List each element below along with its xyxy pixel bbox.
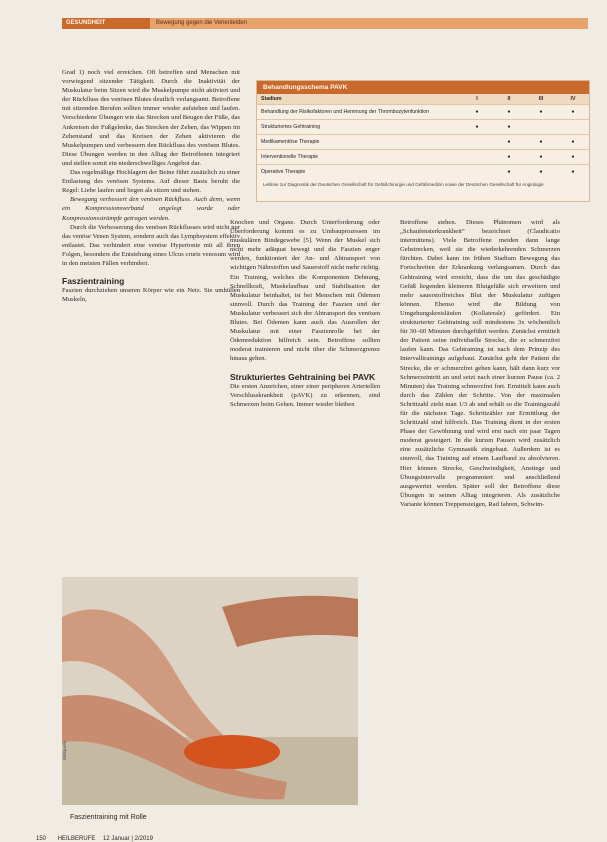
column-2 [230,218,380,409]
table-header: II [493,94,525,105]
mark [461,165,493,180]
mark: ● [461,120,493,135]
paragraph: Bewegung verbessert den venösen Rückfluss. Auch denn, wenn ein Kompressionsverband angelegt wurde oder Kompressionsstrümpfe getragen werden. [62,196,240,222]
table-header: IV [557,94,589,105]
mark: ● [493,105,525,120]
table-title: Behandlungsschema PAVK [257,81,589,94]
photo-fascia-roll [62,577,358,805]
mark: ● [557,135,589,150]
table-row [257,150,589,165]
paragraph: Durch die Verbesserung des venösen Rückflusses wird nicht nur das venöse Venen System, sondern auch das Lymphsystem effektiv entlastet. Das verhindert eine venöse Hypertonie mit all ihren Folgen, besonders die Entstehung eines Ulcus cruris venosum wird in den meisten Fällen verhindert. [62,223,240,267]
mark [461,150,493,165]
table-row [257,135,589,150]
row-label: Interventionelle Therapie [257,150,461,165]
treatment-table [257,94,589,179]
row-label: Behandlung der Risikofaktoren und Hemmung der Thrombozytenfunktion [257,105,461,120]
issue-info: 12 Januar | 2/2019 [103,836,153,842]
page-footer [36,836,153,842]
mark: ● [461,105,493,120]
mark: ● [525,135,557,150]
heading-faszientraining: Faszientraining [62,276,125,287]
mark: ● [557,150,589,165]
mark: ● [525,150,557,165]
mark: ● [493,150,525,165]
paragraph: Faszien durchziehen unseren Körper wie ein Netz. Sie umhüllen Muskeln, [62,287,240,304]
heading-gehtraining: Strukturiertes Gehtraining bei PAVK [230,371,376,382]
mark [557,120,589,135]
paragraph: Grad 1) noch viel erreichen. Oft betreffen sind Menschen mit vorwiegend sitzender Tätigkeit. Durch die Inaktivität der Muskulatur beim Sitzen wird die Muskelpumpe nicht aktiviert und der Rückfluss des venösen Blutes deutlich verlangsamt. Betroffene mit sitzenden Berufen sollten immer wieder aufstehen und laufen. Verschiedene Übungen wie das Strecken und Beugen der Füße, das Ankreisen der Fußgelenke, das Strecken der Zehen, das Wippen im Zehenstand und das Kreisen der Zehen aktivieren die Muskelpumpen und verbessern den Rückfluss des venösen Blutes. Diese Übungen werden in den Alltag der Betroffenen integriert und stellen somit ein niederschwelliges Angebot dar. [62,69,240,167]
mark: ● [525,165,557,180]
table-row [257,165,589,180]
table-row [257,120,589,135]
paragraph: Betroffene stehen. Dieses Phänomen wird als „Schaufensterkrankheit“ bezeichnet (Claudicatio intermittens). Viele Betroffene meiden dann lange Gehstrecken, weil sie die wiederkehrenden Schmerzen fürchten. Dabei kann im frühen Stadium Bewegung das Fortschreiten der Erkrankung verlangsamen. Durch das Gehtraining wird erreicht, dass die um das geschädigte Gefäß liegenden kleineren Blutgefäße sich erweitern und mehr sauerstoffreiches Blut der Muskulatur zufügen können. Ebenso wird die Bildung von Umgehungskreisläufen (Kollaterale) gefördert. Ein strukturierter Gehtraining soll mindestens 3x wöchentlich für 30–60 Minuten durchgeführt werden. Zunächst ermittelt der Patient seine individuelle Strecke, die er schmerzfrei laufen kann. Das Gehtraining ist nach dem Prinzip des Intervalltrainings aufgebaut. Zunächst geht der Patient die Strecke, die er schmerzfrei gehen kann, hält dann kurz vor Schmerzeintritt an und setzt nach einer kurzen Pause (ca. 2 Minuten) das Training schmerzfrei fort. Ermittelt kann auch durch das Zählen der Schritte. Von der maximalen Schrittzahl zieht man 1/3 ab und erhält so die Trainingszahl für die nächsten Tage. Schrittzähler zur Ermittlung der Schrittzahl sind hilfreich. Das Training dient in der ersten Phase der Gewöhnung und wird erst nach ein paar Tagen moderat gesteigert. In die kurzen Pausen wird zusätzlich eine zusätzliche Gymnastik eingebaut. Außerdem ist es sinnvoll, das Training auf einem Laufband zu absolvieren. Hier können Strecke, Geschwindigkeit, Anstiege und Übungsintervalle programmiert und anschließend ausgewertet werden. Später soll der Betroffene diese Übungen in seinen Alltag integrieren. Als zusätzliche Variante können Treppensteigen, Rad fahren, Schwim- [400,219,560,508]
photo-credit: Bildquelle [62,740,67,760]
section-header [62,18,588,29]
mark: ● [525,105,557,120]
paragraph: Knochen und Organe. Durch Unterforderung oder Überforderung kommt es zu Umbauprozessen im muskulären Bindegewebe [5]. Wenn der Muskel sich nicht mehr adäquat bewegt und die Faszien enger werden, funktioniert der An- und Abtransport von wichtigen Nährstoffen und Sauerstoff nicht mehr richtig. Ein Training, welches die Komponenten Dehnung, Schnellkraft, Muskelaufbau und Stabilisation der Muskulatur beinhaltet, ist bei Menschen mit Ödemen sinnvoll. Durch das Training der Faszien und der Muskulatur verbessert sich der Abtransport des venösen Blutes. Bei Ödemen kann auch das Ausrollen der Muskulatur mit einer Faszienrolle bei der Ödemreduktion hilfreich sein. Betroffene sollten moderat trainieren und nicht über die Schmerzgrenze hinaus gehen. [230,219,380,363]
photo-caption: Faszientraining mit Rolle [70,814,147,821]
section-tag: GESUNDHEIT [62,18,150,29]
info-table-box [256,80,590,202]
table-footnote: Leitlinie zur Diagnostik der Deutschen Gesellschaft für Gefäßchirurgie und Gefäßmedizin sowie der Deutschen Gesellschaft für Angiologie [263,182,544,187]
table-row [257,105,589,120]
mark: ● [493,120,525,135]
table-header: I [461,94,493,105]
page-number: 150 [36,836,47,842]
mark: ● [493,165,525,180]
mark: ● [557,165,589,180]
table-header: III [525,94,557,105]
row-label: Strukturiertes Gehtraining [257,120,461,135]
paragraph: Das regelmäßige Hochlagern der Beine führt zusätzlich zu einer Entlastung des venösen Systems. Auf dieser Basis beruht die Regel: Liebe laufen und liegen als sitzen und stehen. [62,169,240,195]
paragraph: Die ersten Anzeichen, einer einer peripheren Arteriellen Verschlusskrankheit (pAVK) zu erkennen, sind Schmerzen beim Gehen. Immer wieder bleiben [230,382,380,408]
mark [461,135,493,150]
journal-name: HEILBERUFE [57,836,96,842]
mark [525,120,557,135]
table-header: Stadium [257,94,461,105]
row-label: Medikamentöse Therapie [257,135,461,150]
mark: ● [557,105,589,120]
mark: ● [493,135,525,150]
row-label: Operative Therapie [257,165,461,180]
section-title: Bewegung gegen die Venenleiden [156,20,248,26]
column-1 [62,68,240,304]
column-3 [400,218,560,509]
legs-roller-illustration [62,577,358,805]
